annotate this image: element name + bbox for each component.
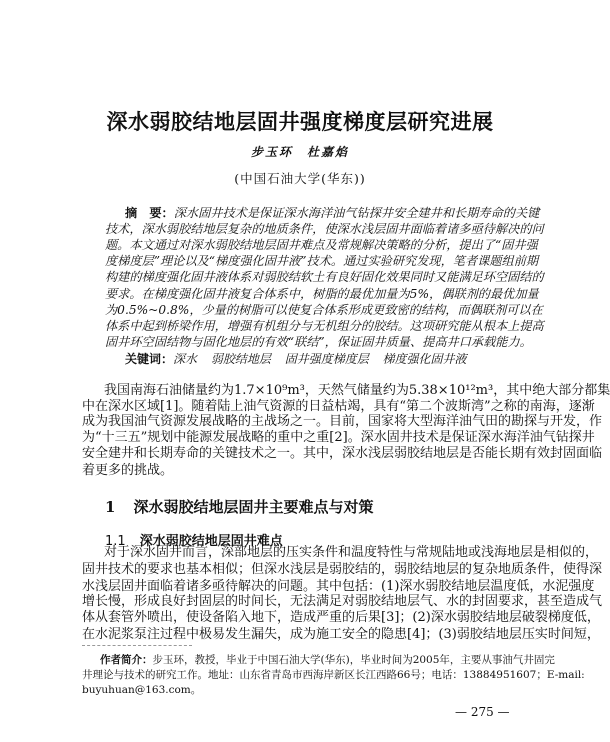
abstract-line: 构建的梯度强化固井液体系对弱胶结软土有良好固化效果同时又能满足环空固结的	[105, 270, 544, 284]
footnote-rule	[82, 645, 192, 646]
body-line: 中在深水区域[1]。随着陆上油气资源的日益枯竭，具有“第二个波斯湾”之称的南海，逐渐	[82, 399, 595, 414]
body-line: 体从套管外喷出，使设备陷入地下，造成严重的后果[3]；(2)深水弱胶结地层破裂梯度低，	[82, 610, 600, 625]
footnote-line: buyuhuan@163.com。	[82, 684, 202, 696]
abstract-line: 度梯度层”理论以及“梯度强化固井液”技术。通过实验研究发现，笔者课题组前期	[105, 254, 539, 268]
keyword: 弱胶结地层	[210, 352, 271, 366]
body-line: 我国南海石油储量约为1.7×10⁹m³，天然气储量约为5.38×10¹²m³，其中绝大部分都集	[104, 383, 610, 398]
body-line: 增长慢，形成良好封固层的时间长，无法满足对弱胶结地层气、水的封固要求，甚至造成气	[82, 594, 603, 609]
body-line: 在水泥浆泵注过程中极易发生漏失，成为施工安全的隐患[4]；(3)弱胶结地层压实时间短，	[82, 627, 600, 642]
keyword: 梯度强化固井液	[382, 352, 467, 366]
affiliation: (中国石油大学(华东))	[234, 171, 366, 186]
body-line: 着更多的挑战。	[82, 463, 174, 478]
page-number: — 275 —	[455, 705, 510, 719]
footnote-line: 作者简介：步玉环，教授，毕业于中国石油大学(华东)，毕业时间为2005年，主要从事油气井固完	[100, 654, 555, 666]
keyword: 深水	[173, 352, 198, 366]
keywords-label: 关键词：	[125, 352, 174, 366]
abstract-line: 固井环空固结物与固化地层的有效“联结”，保证固井质量、提高井口承载能力。	[105, 335, 532, 349]
body-line: 安全建井和长期寿命的关键技术之一。其中，深水浅层弱胶结地层是否能长期有效封固面临	[82, 446, 603, 461]
section-heading: 1 深水弱胶结地层固井主要难点与对策	[105, 498, 374, 516]
authors: 步玉环 杜嘉焰	[250, 145, 349, 159]
abstract-line: 技术，深水弱胶结地层复杂的地质条件，使深水浅层固井面临着诸多亟待解决的问	[105, 222, 544, 236]
paper-title: 深水弱胶结地层固井强度梯度层研究进展	[106, 110, 494, 134]
body-line: 对于深水固井而言，深部地层的压实条件和温度特性与常规陆地或浅海地层是相似的，	[104, 545, 599, 560]
abstract-line: 题。本文通过对深水弱胶结地层固井难点及常规解决策略的分析，提出了“固井强	[105, 238, 538, 252]
keyword: 固井强度梯度层	[284, 352, 369, 366]
abstract-line: 要求。在梯度强化固井液复合体系中，树脂的最优加量为5%，偶联剂的最优加量	[105, 287, 539, 301]
abstract-label: 摘 要：	[125, 206, 174, 220]
footnote-line: 井理论与技术的研究工作。地址：山东省青岛市西海岸新区长江西路66号；电话：13884951607；E-mail:	[82, 669, 585, 681]
subsection-heading: 1.1 深水弱胶结地层固井难点	[105, 534, 283, 549]
body-line: 为“十三五”规划中能源发展战略的重中之重[2]。深水固井技术是保证深水海洋油气钻探井	[82, 430, 595, 445]
abstract-line: 摘 要：深水固井技术是保证深水海洋油气钻探井安全建井和长期寿命的关键	[125, 206, 540, 220]
body-line: 成为我国油气资源发展战略的主战场之一。目前，国家将大型海洋油气田的勘探与开发，作	[82, 414, 603, 429]
keywords	[125, 350, 467, 367]
body-line: 固井技术的要求也基本相似；但深水浅层是弱胶结的，弱胶结地层的复杂地质条件，使得深	[82, 562, 603, 577]
body-line: 水浅层固井面临着诸多亟待解决的问题。其中包括：(1)深水弱胶结地层温度低，水泥强度	[82, 579, 595, 594]
abstract-line: 体系中起到桥梁作用，增强有机组分与无机组分的胶结。这项研究能从根本上提高	[105, 319, 544, 333]
abstract-line: 为0.5%~0.8%，少量的树脂可以使复合体系形成更致密的结构，而偶联剂可以在	[105, 303, 543, 317]
